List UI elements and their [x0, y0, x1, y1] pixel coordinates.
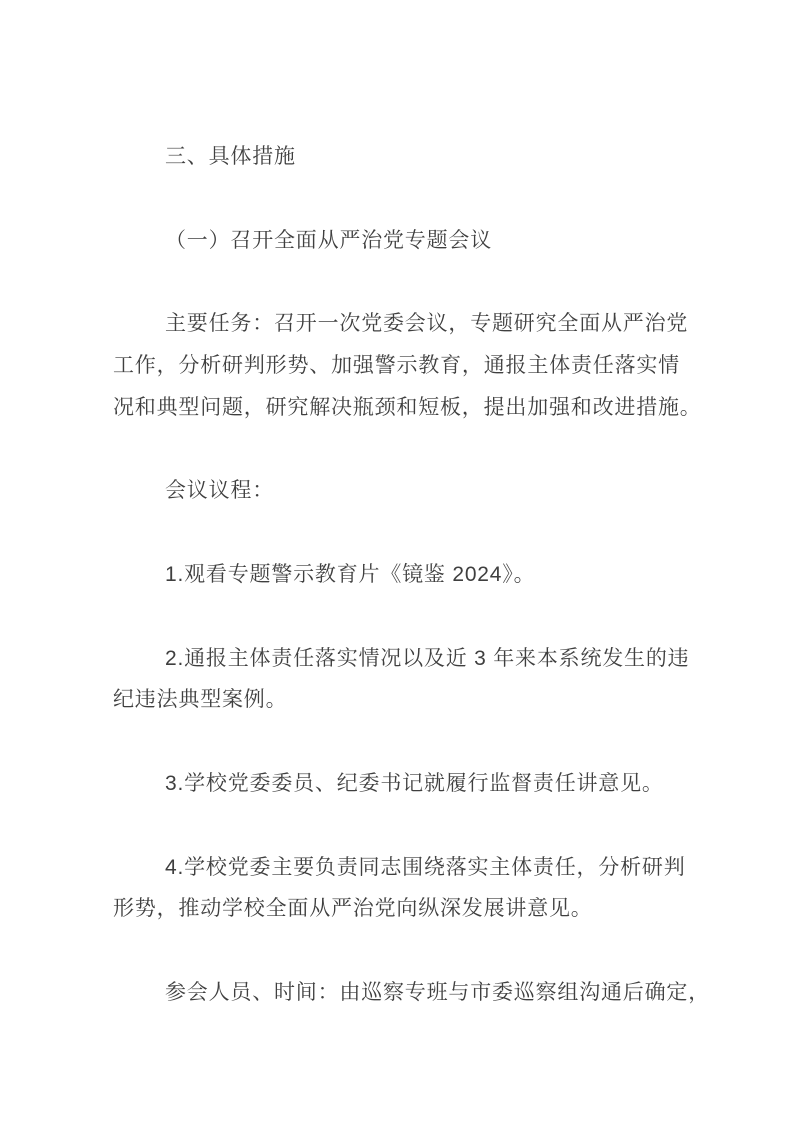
agenda-item-4 [113, 847, 686, 931]
paragraph-main-tasks [113, 303, 702, 428]
agenda-item-1 [113, 554, 680, 596]
text-line: 2.通报主体责任落实情况以及近 3 年来本系统发生的违 [165, 646, 690, 670]
agenda-item-2 [113, 638, 690, 722]
paragraph-agenda-label [113, 470, 680, 512]
text-line: 3.学校党委委员、纪委书记就履行监督责任讲意见。 [165, 771, 664, 795]
text-line: 参会人员、时间：由巡察专班与市委巡察组沟通后确定， [165, 980, 710, 1004]
section-heading-specific-measures [113, 136, 680, 178]
text-line: 会议议程： [165, 479, 274, 503]
text-line: 4.学校党委主要负责同志围绕落实主体责任，分析研判 [165, 855, 686, 879]
text-line: 形势，推动学校全面从严治党向纵深发展讲意见。 [113, 897, 593, 921]
document-body [113, 136, 710, 1014]
text-line: 况和典型问题，研究解决瓶颈和短板，提出加强和改进措施。 [113, 395, 702, 419]
paragraph-participants-time [113, 972, 710, 1014]
heading-text: 三、具体措施 [165, 145, 296, 168]
text-line: 工作，分析研判形势、加强警示教育，通报主体责任落实情 [113, 353, 680, 377]
text-line: 主要任务：召开一次党委会议，专题研究全面从严治党 [165, 312, 689, 336]
subsection-heading-special-meeting [113, 220, 680, 262]
agenda-item-3 [113, 763, 680, 805]
text-line: 纪违法典型案例。 [113, 688, 288, 712]
text-line: 1.观看专题警示教育片《镜鉴 2024》。 [165, 562, 536, 586]
heading-text: （一）召开全面从严治党专题会议 [165, 228, 492, 252]
